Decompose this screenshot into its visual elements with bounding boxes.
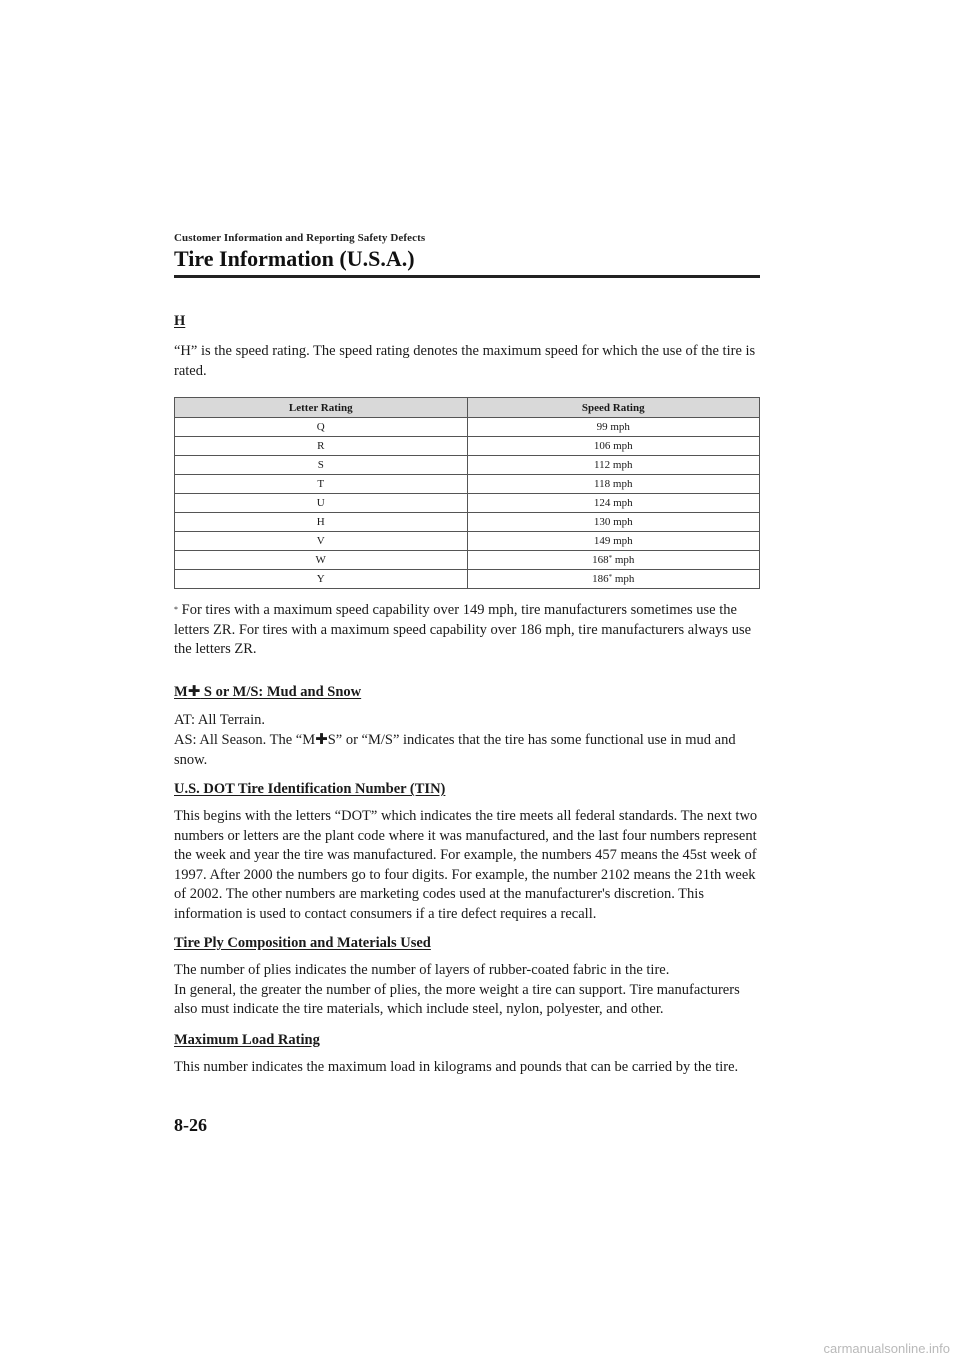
all-season-suffix: S” or “M/S” indicates that the tire has some functional use in mud and snow.	[174, 732, 736, 768]
header-rule	[174, 275, 760, 278]
ply-line-1: The number of plies indicates the number of layers of rubber-coated fabric in the tire.	[174, 962, 670, 978]
all-season-prefix: AS: All Season. The “M	[174, 732, 316, 748]
ply-heading: Tire Ply Composition and Materials Used	[174, 935, 431, 951]
footnote-marker: *	[608, 554, 613, 562]
table-row	[175, 532, 760, 551]
table-row	[175, 513, 760, 532]
table-row	[175, 494, 760, 513]
speed-cell: 124 mph	[467, 494, 760, 513]
table-header-row	[175, 398, 760, 418]
table-row	[175, 456, 760, 475]
table-row	[175, 475, 760, 494]
speed-rating-description: “H” is the speed rating. The speed rating denotes the maximum speed for which the use of the tire is rated.	[174, 343, 756, 379]
chapter-title: Tire Information (U.S.A.)	[174, 246, 415, 271]
watermark: carmanualsonline.info	[823, 1341, 950, 1356]
page-content	[174, 312, 760, 1077]
all-season-line	[174, 730, 760, 770]
table-row	[175, 437, 760, 456]
table-row	[175, 570, 760, 589]
table-row	[175, 418, 760, 437]
footnote-text: For tires with a maximum speed capability over 149 mph, tire manufacturers sometimes use the letters ZR. For tires with a maximum speed capability over 186 mph, tire manufacturers always use the letters ZR.	[174, 602, 752, 657]
all-terrain-line: AT: All Terrain.	[174, 711, 266, 728]
table-footnote	[174, 601, 760, 660]
speed-value: 168	[592, 554, 609, 566]
plus-icon: ✚	[187, 681, 201, 700]
page-number: 8-26	[174, 1115, 207, 1135]
footnote-marker: *	[608, 573, 613, 581]
letter-cell: W	[175, 551, 468, 570]
column-header-letter: Letter Rating	[175, 398, 468, 418]
speed-unit: mph	[612, 573, 635, 585]
mud-snow-body	[174, 711, 760, 771]
letter-cell: U	[175, 494, 468, 513]
speed-cell: 99 mph	[467, 418, 760, 437]
footnote-marker: *	[174, 605, 178, 614]
letter-cell: V	[175, 532, 468, 551]
mud-snow-heading-prefix: M	[174, 683, 188, 700]
letter-cell: S	[175, 456, 468, 475]
speed-rating-table	[174, 397, 760, 589]
ply-body	[174, 961, 760, 1020]
plus-icon: ✚	[315, 730, 328, 748]
speed-cell: 118 mph	[467, 475, 760, 494]
letter-cell: Q	[175, 418, 468, 437]
speed-cell: 130 mph	[467, 513, 760, 532]
section-label: Customer Information and Reporting Safety Defects	[174, 232, 426, 244]
letter-cell: Y	[175, 570, 468, 589]
speed-cell	[467, 570, 760, 589]
speed-value: 186	[592, 573, 609, 585]
max-load-body: This number indicates the maximum load in kilograms and pounds that can be carried by the tire.	[174, 1058, 739, 1075]
tin-heading: U.S. DOT Tire Identification Number (TIN)	[174, 781, 446, 797]
speed-cell	[467, 551, 760, 570]
letter-cell: R	[175, 437, 468, 456]
page-header	[174, 232, 760, 272]
max-load-heading: Maximum Load Rating	[174, 1031, 320, 1048]
speed-rating-heading: H	[174, 313, 186, 329]
speed-cell: 112 mph	[467, 456, 760, 475]
table-row	[175, 551, 760, 570]
speed-cell: 149 mph	[467, 532, 760, 551]
mud-snow-heading-suffix: S or M/S: Mud and Snow	[200, 683, 362, 700]
tin-body: This begins with the letters “DOT” which indicates the tire meets all federal standards. The next two numbers or letters are the plant code where it was manufactured, and the last four numbers represent the week and year the tire was manufactured. For example, the numbers 457 means the 45st week of 1997. After 2000 the numbers go to four digits. For example, the number 2102 means the 21th week of 2002. The other numbers are marketing codes used at the manufacturer's discretion. This information is used to contact consumers if a tire defect requires a recall.	[174, 808, 758, 922]
speed-cell: 106 mph	[467, 437, 760, 456]
column-header-speed: Speed Rating	[467, 398, 760, 418]
mud-snow-heading	[174, 682, 760, 702]
ply-line-2: In general, the greater the number of plies, the more weight a tire can support. Tire manufacturers also must indicate the tire materials, which include steel, nylon, polyester, and other.	[174, 981, 740, 1017]
letter-cell: H	[175, 513, 468, 532]
letter-cell: T	[175, 475, 468, 494]
speed-unit: mph	[612, 554, 635, 566]
